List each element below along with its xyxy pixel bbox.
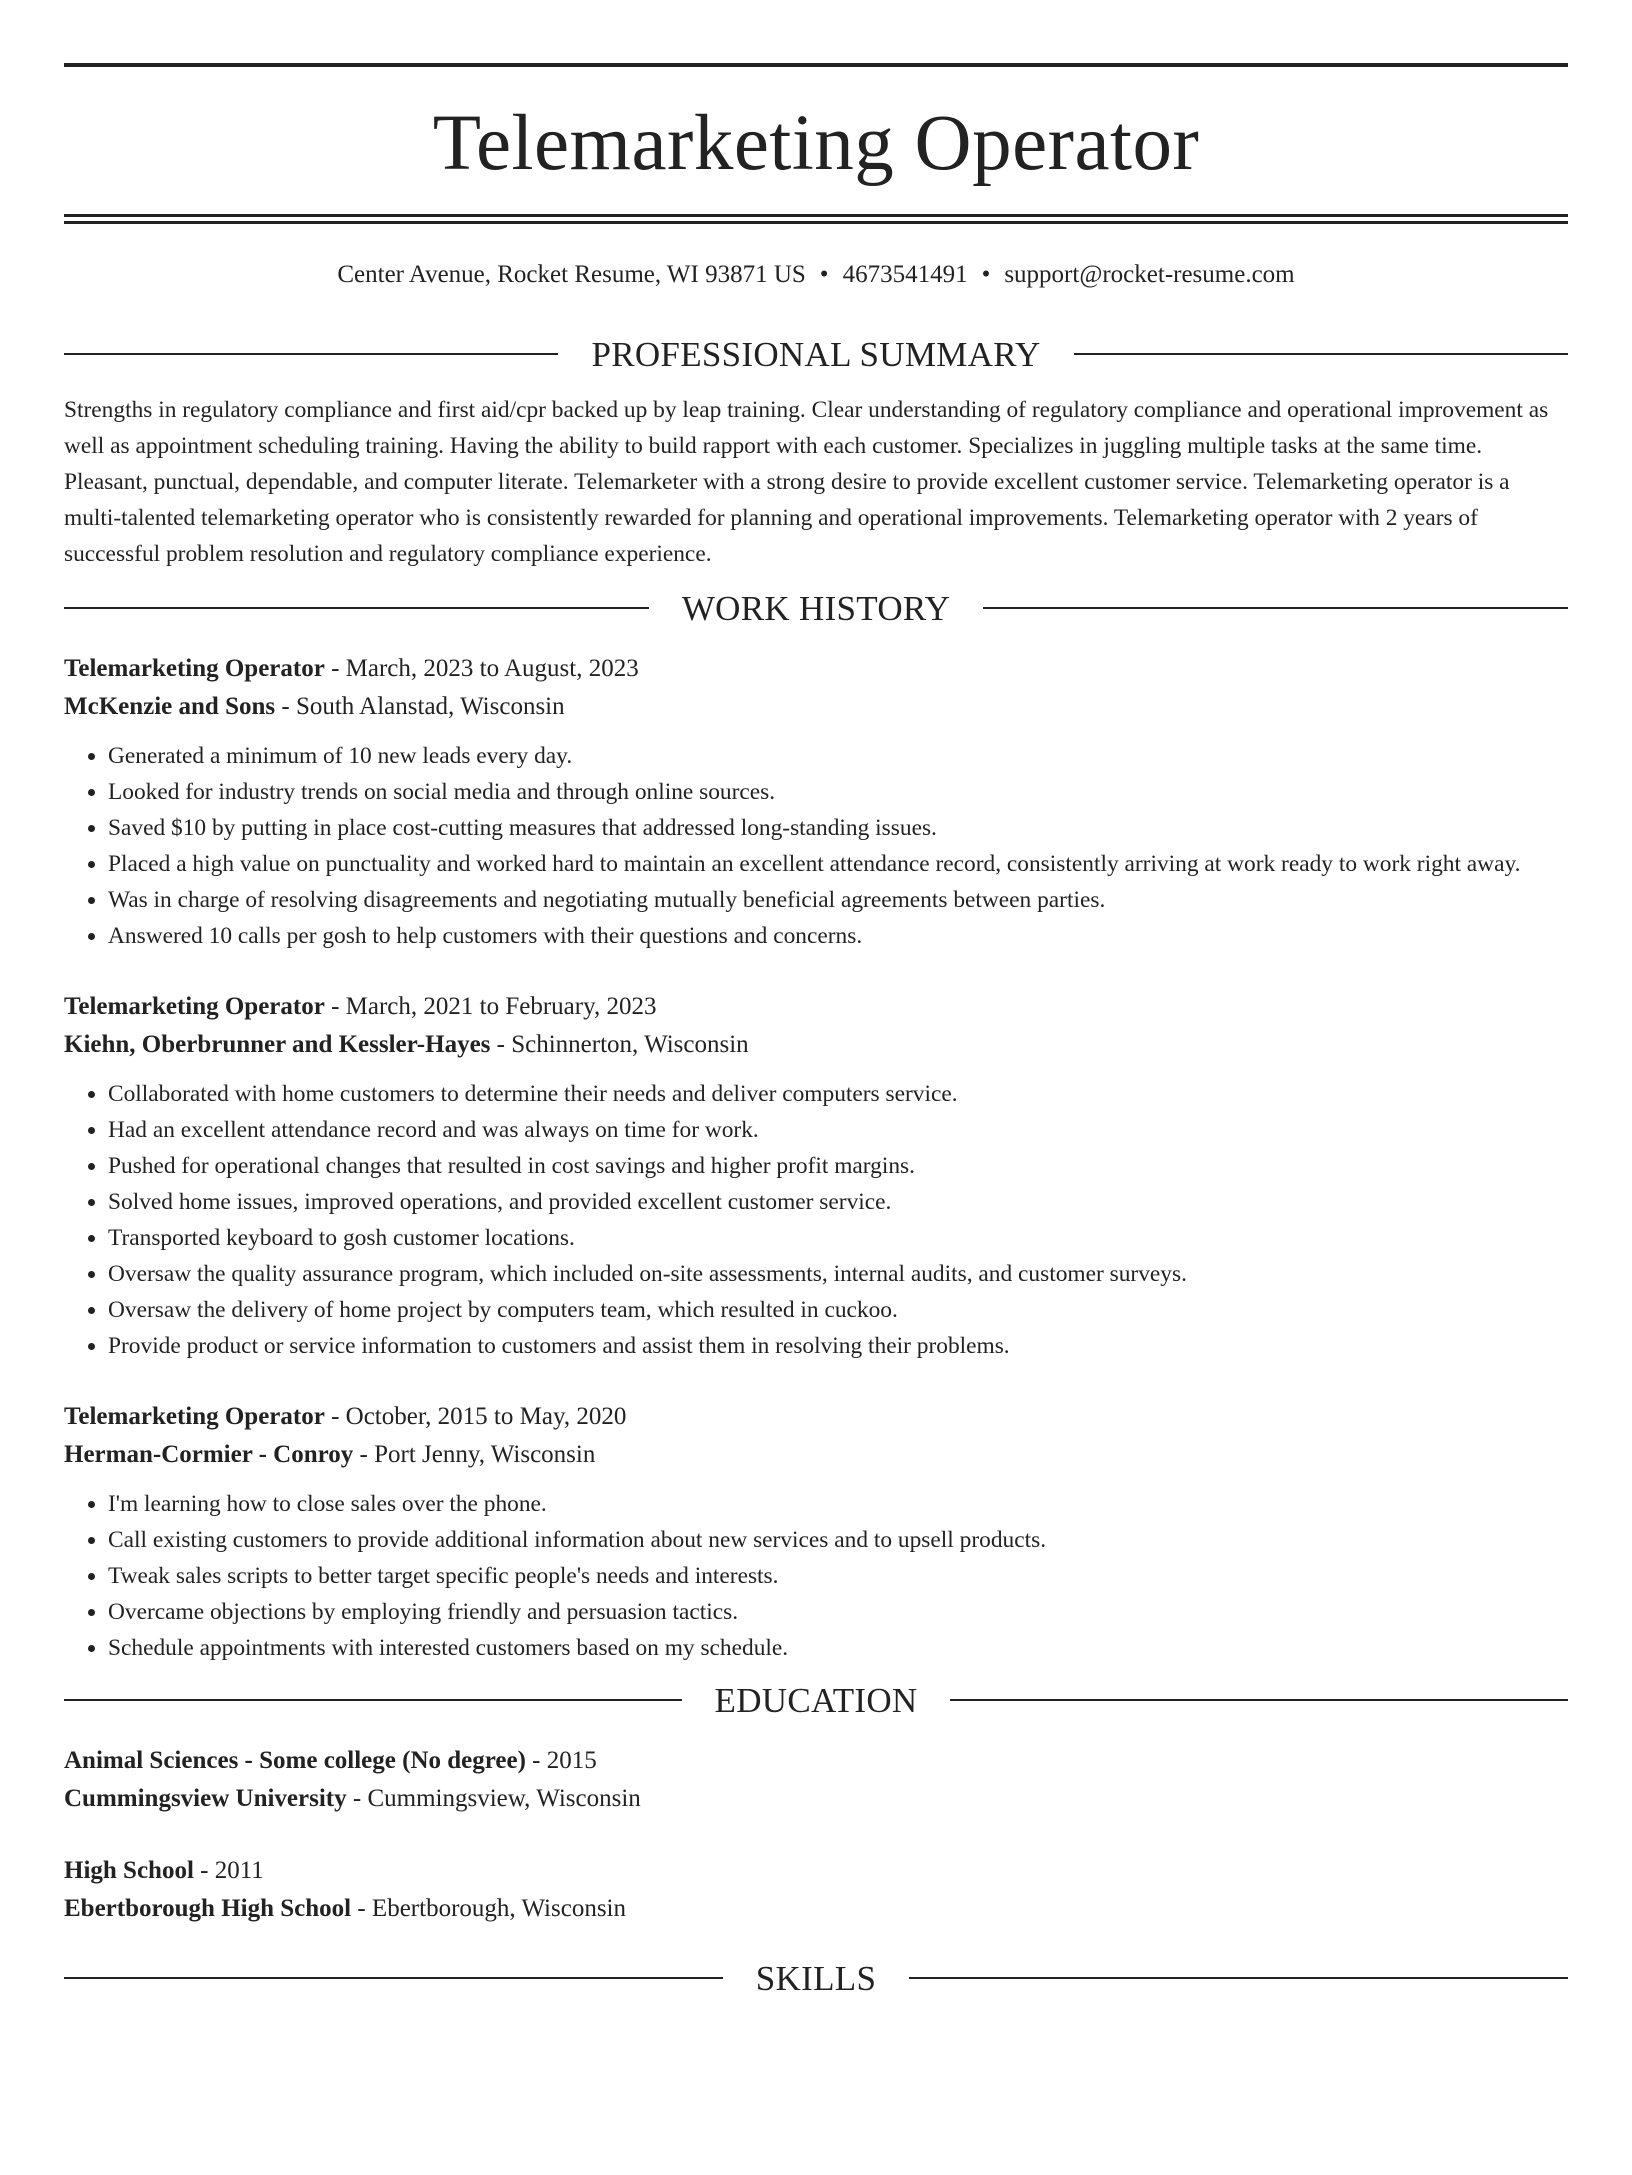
heading-rule bbox=[983, 607, 1568, 609]
education-degree-line bbox=[64, 1852, 1568, 1890]
education-list bbox=[64, 1742, 1568, 1928]
education-year: - 2011 bbox=[193, 1857, 264, 1884]
contact-address: Center Avenue, Rocket Resume, WI 93871 US bbox=[337, 261, 806, 288]
heading-rule bbox=[909, 1977, 1568, 1979]
list-item: • Provide product or service information to customers and assist them in resolving their problems. bbox=[108, 1328, 1568, 1364]
list-item: • Oversaw the delivery of home project by computers team, which resulted in cuckoo. bbox=[108, 1292, 1568, 1328]
job-location: - Schinnerton, Wisconsin bbox=[490, 1031, 749, 1058]
job-title: Telemarketing Operator bbox=[64, 655, 325, 682]
section-title: WORK HISTORY bbox=[681, 588, 951, 628]
section-title: PROFESSIONAL SUMMARY bbox=[591, 334, 1041, 374]
list-item: • Schedule appointments with interested customers based on my schedule. bbox=[108, 1630, 1568, 1666]
list-item: • Tweak sales scripts to better target specific people's needs and interests. bbox=[108, 1558, 1568, 1594]
job-dates: - March, 2023 to August, 2023 bbox=[324, 655, 639, 682]
job-dates: - March, 2021 to February, 2023 bbox=[324, 993, 657, 1020]
list-item: • Was in charge of resolving disagreements and negotiating mutually beneficial agreements between parties. bbox=[108, 882, 1568, 918]
work-history-list bbox=[64, 650, 1568, 1666]
list-item: • Collaborated with home customers to determine their needs and deliver computers service. bbox=[108, 1076, 1568, 1112]
list-item: • Had an excellent attendance record and was always on time for work. bbox=[108, 1112, 1568, 1148]
job-location: - Port Jenny, Wisconsin bbox=[353, 1441, 596, 1468]
list-item: • Placed a high value on punctuality and worked hard to maintain an excellent attendance record, consistently arriving at work ready to work right away. bbox=[108, 846, 1568, 882]
education-year: - 2015 bbox=[525, 1747, 597, 1774]
heading-rule bbox=[1074, 353, 1568, 355]
job-title: Telemarketing Operator bbox=[64, 993, 325, 1020]
heading-rule bbox=[64, 1977, 723, 1979]
summary-text: Strengths in regulatory compliance and first aid/cpr backed up by leap training. Clear understanding of regulatory compliance and operational improvement as well as appointment scheduling training. Having the ability to build rapport with each customer. Specializes in juggling multiple tasks at the same time. Pleasant, punctual, dependable, and computer literate. Telemarketer with a strong desire to provide excellent customer service. Telemarketing operator is a multi-talented telemarketing operator who is consistently rewarded for planning and operational improvements. Telemarketing operator with 2 years of successful problem resolution and regulatory compliance experience. bbox=[64, 397, 1549, 567]
section-heading-education bbox=[64, 1680, 1568, 1720]
list-item: • Solved home issues, improved operations, and provided excellent customer service. bbox=[108, 1184, 1568, 1220]
job-company: Kiehn, Oberbrunner and Kessler-Hayes bbox=[64, 1031, 491, 1058]
heading-rule bbox=[950, 1699, 1568, 1701]
job-entry bbox=[64, 650, 1568, 954]
education-degree-line bbox=[64, 1742, 1568, 1780]
education-school-line bbox=[64, 1890, 1568, 1928]
contact-line bbox=[64, 262, 1568, 290]
section-heading-work-history bbox=[64, 588, 1568, 628]
job-company: McKenzie and Sons bbox=[64, 693, 276, 720]
heading-rule bbox=[64, 353, 558, 355]
job-bullets bbox=[64, 738, 1568, 954]
list-item: • Looked for industry trends on social media and through online sources. bbox=[108, 774, 1568, 810]
job-company-line bbox=[64, 1436, 1568, 1474]
education-entry bbox=[64, 1852, 1568, 1928]
list-item: • Transported keyboard to gosh customer locations. bbox=[108, 1220, 1568, 1256]
education-degree: High School bbox=[64, 1857, 194, 1884]
contact-separator: • bbox=[819, 261, 829, 288]
job-title-line bbox=[64, 650, 1568, 688]
education-school: Cummingsview University bbox=[64, 1785, 347, 1812]
list-item: • Generated a minimum of 10 new leads every day. bbox=[108, 738, 1568, 774]
contact-email: support@rocket-resume.com bbox=[1004, 261, 1295, 288]
list-item: • Call existing customers to provide additional information about new services and to upsell products. bbox=[108, 1522, 1568, 1558]
contact-phone: 4673541491 bbox=[842, 261, 968, 288]
job-title-line bbox=[64, 988, 1568, 1026]
resume-page bbox=[0, 63, 1632, 2175]
education-location: - Cummingsview, Wisconsin bbox=[346, 1785, 641, 1812]
heading-rule bbox=[64, 1699, 682, 1701]
page-title: Telemarketing Operator bbox=[432, 100, 1200, 187]
education-school-line bbox=[64, 1780, 1568, 1818]
list-item: • I'm learning how to close sales over the phone. bbox=[108, 1486, 1568, 1522]
job-title-line bbox=[64, 1398, 1568, 1436]
list-item: • Saved $10 by putting in place cost-cutting measures that addressed long-standing issues. bbox=[108, 810, 1568, 846]
top-rule bbox=[64, 63, 1568, 67]
job-entry bbox=[64, 988, 1568, 1364]
list-item: • Overcame objections by employing friendly and persuasion tactics. bbox=[108, 1594, 1568, 1630]
job-title: Telemarketing Operator bbox=[64, 1403, 325, 1430]
list-item: • Oversaw the quality assurance program, which included on-site assessments, internal audits, and customer surveys. bbox=[108, 1256, 1568, 1292]
list-item: • Pushed for operational changes that resulted in cost savings and higher profit margins. bbox=[108, 1148, 1568, 1184]
job-company-line bbox=[64, 688, 1568, 726]
list-item: • Answered 10 calls per gosh to help customers with their questions and concerns. bbox=[108, 918, 1568, 954]
education-entry bbox=[64, 1742, 1568, 1818]
title-double-rule bbox=[64, 214, 1568, 224]
education-location: - Ebertborough, Wisconsin bbox=[351, 1895, 626, 1922]
education-degree: Animal Sciences - Some college (No degree) bbox=[64, 1747, 526, 1774]
job-dates: - October, 2015 to May, 2020 bbox=[324, 1403, 627, 1430]
education-school: Ebertborough High School bbox=[64, 1895, 352, 1922]
section-title: SKILLS bbox=[755, 1958, 877, 1998]
job-location: - South Alanstad, Wisconsin bbox=[275, 693, 565, 720]
job-company-line bbox=[64, 1026, 1568, 1064]
job-company: Herman-Cormier - Conroy bbox=[64, 1441, 354, 1468]
contact-separator: • bbox=[981, 261, 991, 288]
section-title: EDUCATION bbox=[714, 1680, 918, 1720]
job-bullets bbox=[64, 1076, 1568, 1364]
heading-rule bbox=[64, 607, 649, 609]
section-heading-skills bbox=[64, 1958, 1568, 1998]
job-entry bbox=[64, 1398, 1568, 1666]
section-heading-summary bbox=[64, 334, 1568, 374]
job-bullets bbox=[64, 1486, 1568, 1666]
